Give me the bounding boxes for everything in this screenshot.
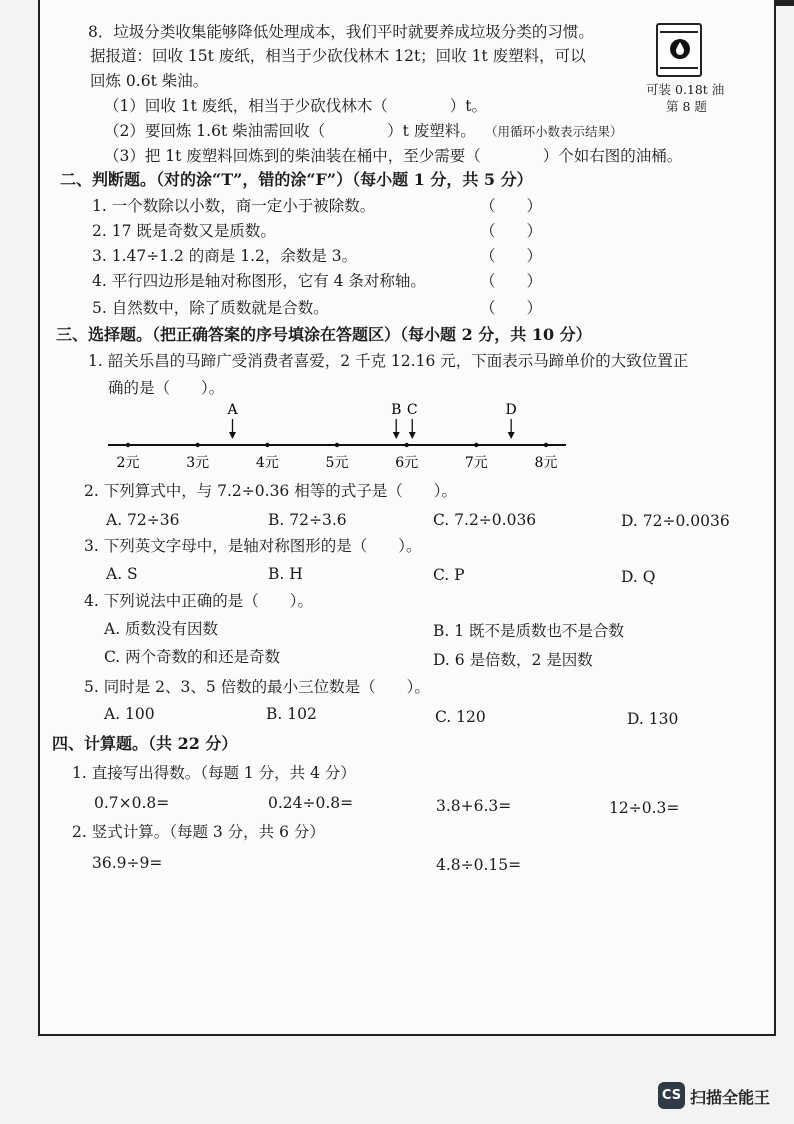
number-line-marker-label: D <box>505 402 517 418</box>
choice-q1-line1: 1. 韶关乐昌的马蹄广受消费者喜爱，2 千克 12.16 元，下面表示马蹄单价的大致位置正 <box>88 352 689 370</box>
oil-drop-icon <box>669 37 691 61</box>
number-line-tick-label: 5元 <box>325 455 349 471</box>
calc-item-4: 12÷0.3= <box>609 799 680 817</box>
q5-option-d[interactable]: D. 130 <box>627 710 679 728</box>
number-line-tick-label: 8元 <box>534 455 558 471</box>
section2-title: 二、判断题。（对的涂“T”，错的涂“F”）（每小题 1 分，共 5 分） <box>60 170 533 189</box>
q3-option-b[interactable]: B. H <box>268 565 303 583</box>
judge-item-2: 2. 17 既是奇数又是质数。 <box>92 222 276 240</box>
q5-option-b[interactable]: B. 102 <box>266 705 317 723</box>
number-line-tick-label: 7元 <box>464 455 488 471</box>
q8-sub2: （2）要回炼 1.6t 柴油需回收（ ）t 废塑料。 <box>104 122 476 140</box>
q8-sub2-note: （用循环小数表示结果） <box>485 124 623 139</box>
judge-bracket-2[interactable]: （ ） <box>480 222 543 240</box>
number-line-tick-label: 2元 <box>116 455 140 471</box>
vertical-calc-1: 36.9÷9= <box>92 854 163 872</box>
q2-option-d[interactable]: D. 72÷0.0036 <box>621 512 730 530</box>
figure-caption-capacity: 可装 0.18t 油 <box>646 82 725 97</box>
q4-option-a[interactable]: A. 质数没有因数 <box>104 620 219 638</box>
judge-bracket-1[interactable]: （ ） <box>480 197 543 215</box>
q4-option-c[interactable]: C. 两个奇数的和还是奇数 <box>104 648 281 666</box>
q5-option-a[interactable]: A. 100 <box>104 705 155 723</box>
judge-item-4: 4. 平行四边形是轴对称图形，它有 4 条对称轴。 <box>92 272 426 290</box>
oil-barrel-figure <box>656 23 702 77</box>
number-line-marker-label: A <box>227 402 238 418</box>
camscanner-logo: CS <box>658 1082 685 1109</box>
q3-option-a[interactable]: A. S <box>106 565 138 583</box>
q4-option-d[interactable]: D. 6 是倍数，2 是因数 <box>433 651 593 669</box>
number-line-marker-arrowhead <box>393 432 400 439</box>
choice-q1-line2: 确的是（ ）。 <box>108 379 225 397</box>
vertical-calc-2: 4.8÷0.15= <box>436 856 522 874</box>
calc-item-1: 0.7×0.8= <box>94 794 170 812</box>
number-line-tick <box>265 443 269 447</box>
judge-item-1: 1. 一个数除以小数，商一定小于被除数。 <box>92 197 376 215</box>
choice-q5: 5. 同时是 2、3、5 倍数的最小三位数是（ ）。 <box>84 678 430 696</box>
q8-line2: 据报道：回收 15t 废纸，相当于少砍伐林木 12t；回收 1t 废塑料，可以 <box>90 47 586 65</box>
number-line-tick-label: 3元 <box>186 455 210 471</box>
q8-line1: 8．垃圾分类收集能够降低处理成本，我们平时就要养成垃圾分类的习惯。 <box>88 23 594 41</box>
price-number-line <box>100 400 580 478</box>
choice-q4: 4. 下列说法中正确的是（ ）。 <box>84 592 313 610</box>
q2-option-b[interactable]: B. 72÷3.6 <box>268 511 347 529</box>
calc-part1-title: 1. 直接写出得数。（每题 1 分，共 4 分） <box>72 764 356 782</box>
choice-q2: 2. 下列算式中，与 7.2÷0.36 相等的式子是（ ）。 <box>84 482 457 500</box>
judge-bracket-5[interactable]: （ ） <box>480 299 543 317</box>
q2-option-c[interactable]: C. 7.2÷0.036 <box>433 511 537 529</box>
number-line-marker-arrowhead <box>229 432 236 439</box>
section3-title: 三、选择题。（把正确答案的序号填涂在答题区）（每小题 2 分，共 10 分） <box>56 325 592 344</box>
number-line-marker-arrowhead <box>508 432 515 439</box>
number-line-tick <box>474 443 478 447</box>
number-line-tick <box>195 443 199 447</box>
number-line-marker-label: C <box>406 402 418 418</box>
judge-item-3: 3. 1.47÷1.2 的商是 1.2，余数是 3。 <box>92 247 358 265</box>
q3-option-c[interactable]: C. P <box>433 566 465 584</box>
q4-option-b[interactable]: B. 1 既不是质数也不是合数 <box>433 622 625 640</box>
number-line-tick <box>335 443 339 447</box>
number-line-tick-label: 4元 <box>255 455 279 471</box>
q8-line3: 回炼 0.6t 柴油。 <box>90 72 209 90</box>
calc-item-2: 0.24÷0.8= <box>268 794 354 812</box>
number-line-marker-arrowhead <box>409 432 416 439</box>
camscanner-app-name: 扫描全能王 <box>690 1088 771 1107</box>
number-line-marker-label: B <box>391 402 402 418</box>
q8-sub1: （1）回收 1t 废纸，相当于少砍伐林木（ ）t。 <box>104 97 488 115</box>
calc-item-3: 3.8+6.3= <box>436 797 512 815</box>
calc-part2-title: 2. 竖式计算。（每题 3 分，共 6 分） <box>72 823 325 841</box>
number-line-tick-label: 6元 <box>395 455 419 471</box>
q2-option-a[interactable]: A. 72÷36 <box>106 511 180 529</box>
q5-option-c[interactable]: C. 120 <box>435 708 486 726</box>
q8-sub3: （3）把 1t 废塑料回炼到的柴油装在桶中，至少需要（ ）个如右图的油桶。 <box>104 147 683 165</box>
number-line-tick <box>544 443 548 447</box>
judge-bracket-3[interactable]: （ ） <box>480 247 543 265</box>
figure-caption-label: 第 8 题 <box>666 99 707 114</box>
choice-q3: 3. 下列英文字母中，是轴对称图形的是（ ）。 <box>84 537 422 555</box>
judge-bracket-4[interactable]: （ ） <box>480 272 543 290</box>
q3-option-d[interactable]: D. Q <box>621 568 656 586</box>
section4-title: 四、计算题。（共 22 分） <box>52 734 238 753</box>
judge-item-5: 5. 自然数中，除了质数就是合数。 <box>92 299 329 317</box>
number-line-tick <box>404 443 408 447</box>
number-line-tick <box>126 443 130 447</box>
